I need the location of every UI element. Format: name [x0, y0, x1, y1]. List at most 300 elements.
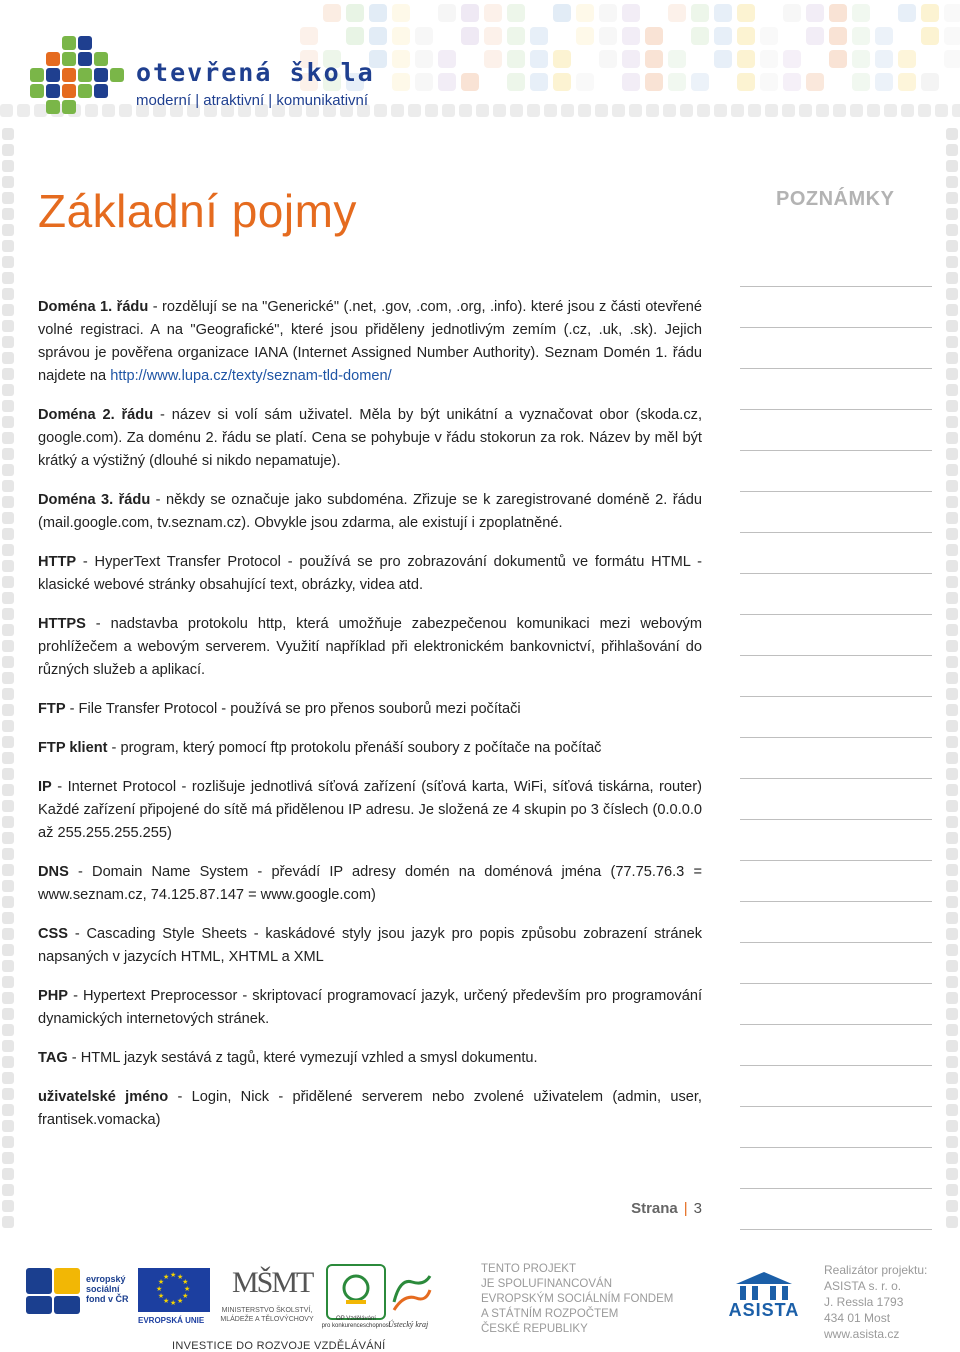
- border-square: [2, 752, 14, 764]
- decoration-square: [576, 4, 594, 22]
- band-square: [867, 104, 880, 117]
- border-square: [946, 560, 958, 572]
- decoration-square: [323, 4, 341, 22]
- border-square: [946, 656, 958, 668]
- border-square: [946, 128, 958, 140]
- notes-line: [740, 287, 932, 328]
- band-square: [612, 104, 625, 117]
- band-square: [799, 104, 812, 117]
- notes-line: [740, 1066, 932, 1107]
- border-square: [946, 1056, 958, 1068]
- border-square: [946, 1088, 958, 1100]
- border-square: [2, 624, 14, 636]
- page-number-value: 3: [693, 1200, 702, 1217]
- notes-line: [740, 738, 932, 779]
- border-square: [946, 1072, 958, 1084]
- border-square: [946, 544, 958, 556]
- glossary-entry: [38, 551, 702, 597]
- notes-line: [740, 656, 932, 697]
- band-square: [578, 104, 591, 117]
- glossary-definition: - Cascading Style Sheets - kaskádové styly jsou jazyk pro popis způsobu zobrazení stránek napsaných v jazycích HTML, XHTML a XML: [38, 926, 702, 965]
- band-square: [595, 104, 608, 117]
- border-square: [2, 608, 14, 620]
- border-square: [2, 704, 14, 716]
- right-border-decoration: [944, 128, 960, 1238]
- sponsor-logos: [26, 1264, 446, 1352]
- border-square: [946, 1120, 958, 1132]
- border-square: [2, 672, 14, 684]
- border-square: [2, 1088, 14, 1100]
- border-square: [2, 816, 14, 828]
- glossary-definition: - název si volí sám uživatel. Měla by být unikátní a vyznačovat obor (skoda.cz, google.com). Za doménu 2. řádu se platí. Cena se pohybuje v řádu stokorun za rok. Název by měl být krátký a výstižný (dlouhé si nikdo nepamatuje).: [38, 407, 702, 469]
- decoration-square: [599, 27, 617, 45]
- decoration-square: [484, 27, 502, 45]
- cofinancing-text: [481, 1262, 673, 1337]
- decoration-square: [898, 73, 916, 91]
- border-square: [946, 688, 958, 700]
- notes-line: [740, 615, 932, 656]
- decoration-square: [852, 73, 870, 91]
- esf-logo: [26, 1268, 134, 1316]
- border-square: [2, 480, 14, 492]
- border-square: [946, 144, 958, 156]
- decoration-square: [507, 73, 525, 91]
- decoration-square: [760, 73, 778, 91]
- border-square: [2, 336, 14, 348]
- border-square: [2, 1040, 14, 1052]
- border-square: [2, 1200, 14, 1212]
- border-square: [2, 208, 14, 220]
- realizator-line: ASISTA s. r. o.: [824, 1279, 902, 1293]
- msmt-logo: [212, 1266, 322, 1324]
- decoration-square: [622, 4, 640, 22]
- logo-square: [62, 100, 76, 114]
- border-square: [946, 304, 958, 316]
- decoration-square: [737, 50, 755, 68]
- decoration-square: [806, 4, 824, 22]
- border-square: [946, 288, 958, 300]
- decoration-square: [760, 50, 778, 68]
- esf-line-3: fond v ČR: [86, 1294, 129, 1304]
- border-square: [946, 400, 958, 412]
- border-square: [2, 432, 14, 444]
- logo-square: [62, 36, 76, 50]
- border-square: [2, 928, 14, 940]
- border-square: [2, 400, 14, 412]
- logo-square: [46, 100, 60, 114]
- logo-square: [30, 84, 44, 98]
- border-square: [2, 864, 14, 876]
- band-square: [952, 104, 960, 117]
- border-square: [2, 352, 14, 364]
- decoration-square: [530, 27, 548, 45]
- logo-square: [62, 84, 76, 98]
- eu-star-icon: ★: [157, 1278, 165, 1286]
- realizator-line: Realizátor projektu:: [824, 1263, 928, 1277]
- border-square: [946, 864, 958, 876]
- notes-title: POZNÁMKY: [776, 188, 895, 210]
- band-square: [816, 104, 829, 117]
- border-square: [2, 1168, 14, 1180]
- glossary-entry: [38, 613, 702, 682]
- notes-line: [740, 984, 932, 1025]
- logo-square: [62, 52, 76, 66]
- notes-line: [740, 574, 932, 615]
- border-square: [946, 480, 958, 492]
- decoration-square: [507, 4, 525, 22]
- decoration-square: [829, 4, 847, 22]
- band-square: [918, 104, 931, 117]
- border-square: [2, 1152, 14, 1164]
- decoration-square: [691, 27, 709, 45]
- cofinancing-line: ČESKÉ REPUBLIKY: [481, 1323, 588, 1335]
- notes-line: [740, 820, 932, 861]
- logo-square: [46, 84, 60, 98]
- glossary-term: Doména 1. řádu: [38, 299, 149, 315]
- border-square: [946, 752, 958, 764]
- border-square: [2, 224, 14, 236]
- band-square: [561, 104, 574, 117]
- glossary-definition: - Hypertext Preprocessor - skriptovací programovací jazyk, určený především pro programování dynamických internetových stránek.: [38, 988, 702, 1027]
- notes-line: [740, 1189, 932, 1230]
- border-square: [946, 1024, 958, 1036]
- notes-line: [740, 1107, 932, 1148]
- decoration-square: [645, 27, 663, 45]
- eu-star-icon: ★: [170, 1271, 177, 1279]
- decoration-square: [645, 73, 663, 91]
- otevrena-skola-logo: [30, 36, 410, 116]
- glossary-term: Doména 2. řádu: [38, 407, 154, 423]
- band-square: [476, 104, 489, 117]
- notes-line: [740, 369, 932, 410]
- realizator-line: 434 01 Most: [824, 1311, 891, 1325]
- decoration-square: [714, 4, 732, 22]
- border-square: [2, 160, 14, 172]
- border-square: [2, 656, 14, 668]
- decoration-square: [622, 27, 640, 45]
- logo-square: [62, 68, 76, 82]
- decoration-square: [622, 50, 640, 68]
- band-square: [442, 104, 455, 117]
- border-square: [946, 192, 958, 204]
- page-number: [600, 1200, 702, 1217]
- glossary-definition: - File Transfer Protocol - používá se pro přenos souborů mezi počítači: [65, 701, 521, 717]
- decoration-square: [691, 4, 709, 22]
- border-square: [946, 592, 958, 604]
- decoration-square: [507, 50, 525, 68]
- decoration-square: [622, 73, 640, 91]
- logo-mark-icon: [30, 36, 126, 116]
- decoration-square: [783, 4, 801, 22]
- border-square: [946, 1216, 958, 1228]
- band-square: [697, 104, 710, 117]
- decoration-square: [668, 50, 686, 68]
- border-square: [946, 1168, 958, 1180]
- border-square: [946, 1152, 958, 1164]
- esf-line-2: sociální: [86, 1284, 120, 1294]
- decoration-square: [760, 27, 778, 45]
- decoration-square: [737, 73, 755, 91]
- decoration-square: [599, 50, 617, 68]
- decoration-square: [438, 50, 456, 68]
- border-square: [2, 1056, 14, 1068]
- border-square: [946, 528, 958, 540]
- logo-name: otevřená škola: [136, 58, 375, 87]
- band-square: [850, 104, 863, 117]
- notes-line: [740, 451, 932, 492]
- border-square: [2, 464, 14, 476]
- eu-star-icon: ★: [184, 1285, 191, 1293]
- band-square: [935, 104, 948, 117]
- border-square: [946, 992, 958, 1004]
- border-square: [2, 736, 14, 748]
- glossary-definition: - Login, Nick - přidělené serverem nebo zvolené uživatelem (admin, user, frantisek.vomacka): [38, 1089, 702, 1128]
- decoration-square: [875, 27, 893, 45]
- border-square: [2, 240, 14, 252]
- eu-star-icon: ★: [177, 1297, 184, 1306]
- decoration-square: [530, 50, 548, 68]
- eu-star-icon: ★: [170, 1299, 177, 1307]
- border-square: [2, 832, 14, 844]
- band-square: [459, 104, 472, 117]
- border-square: [946, 880, 958, 892]
- msmt-line-1: MINISTERSTVO ŠKOLSTVÍ,: [221, 1307, 313, 1314]
- border-square: [946, 1008, 958, 1020]
- decoration-square: [783, 73, 801, 91]
- glossary-definition: - Domain Name System - převádí IP adresy domén na doménová jména (77.75.76.3 = www.seznam.cz, 74.125.87.147 = www.google.com): [38, 864, 702, 903]
- border-square: [2, 880, 14, 892]
- band-square: [510, 104, 523, 117]
- decoration-square: [369, 4, 387, 22]
- border-square: [946, 208, 958, 220]
- border-square: [2, 192, 14, 204]
- border-square: [946, 320, 958, 332]
- border-square: [2, 496, 14, 508]
- realizator-line: J. Ressla 1793: [824, 1295, 904, 1309]
- border-square: [946, 464, 958, 476]
- border-square: [946, 224, 958, 236]
- border-square: [946, 816, 958, 828]
- decoration-square: [944, 50, 960, 68]
- logo-square: [46, 52, 60, 66]
- decoration-square: [461, 27, 479, 45]
- decoration-square: [714, 50, 732, 68]
- border-square: [2, 448, 14, 460]
- border-square: [2, 304, 14, 316]
- band-square: [748, 104, 761, 117]
- eu-star-icon: ★: [157, 1292, 165, 1300]
- glossary-term: FTP klient: [38, 740, 108, 756]
- border-square: [946, 704, 958, 716]
- glossary-definition: - HyperText Transfer Protocol - používá se pro zobrazování dokumentů ve formátu HTML - klasické webové stránky obsahující text, obrázky, videa atd.: [38, 554, 702, 593]
- decoration-square: [829, 50, 847, 68]
- msmt-label: [212, 1306, 322, 1324]
- decoration-square: [852, 50, 870, 68]
- border-square: [2, 576, 14, 588]
- decoration-square: [415, 73, 433, 91]
- decoration-square: [921, 73, 939, 91]
- logo-square: [30, 68, 44, 82]
- border-square: [2, 1184, 14, 1196]
- border-square: [2, 528, 14, 540]
- border-square: [2, 560, 14, 572]
- glossary-entry: [38, 923, 702, 969]
- notes-line: [740, 328, 932, 369]
- decoration-square: [553, 73, 571, 91]
- notes-line: [740, 861, 932, 902]
- glossary-content: [38, 296, 702, 1148]
- border-square: [2, 592, 14, 604]
- decoration-square: [346, 4, 364, 22]
- glossary-term: TAG: [38, 1050, 68, 1066]
- border-square: [946, 1040, 958, 1052]
- border-square: [2, 688, 14, 700]
- glossary-definition: - rozdělují se na "Generické" (.net, .gov, .com, .org, .info). které jsou z části otevřené volné registraci. A na "Geografické", které jsou přiděleny jednotlivým zemím (.cz, .uk, .sk). Jejich správou je pověřena organizace IANA (Internet Assigned Number Authority). Seznam Domén 1. řádu najdete na: [38, 299, 702, 384]
- eu-label: EVROPSKÁ UNIE: [138, 1316, 205, 1325]
- border-square: [946, 960, 958, 972]
- border-square: [2, 544, 14, 556]
- glossary-definition: - Internet Protocol - rozlišuje jednotlivá síťová zařízení (síťová karta, WiFi, síťová tiskárna, router) Každé zařízení připojené do sítě má přidělenou IP adresu. Je složená ze 4 skupin po 3 číslech (0.0.0.0 až 255.255.255.255): [38, 779, 702, 841]
- border-square: [2, 1104, 14, 1116]
- decoration-square: [829, 27, 847, 45]
- decoration-square: [921, 4, 939, 22]
- logo-square: [110, 68, 124, 82]
- glossary-entry: [38, 296, 702, 388]
- logo-tagline: moderní | atraktivní | komunikativní: [136, 92, 369, 109]
- border-square: [946, 736, 958, 748]
- glossary-definition: - HTML jazyk sestává z tagů, které vymezují vzhled a smysl dokumentu.: [67, 1050, 538, 1066]
- border-square: [2, 512, 14, 524]
- eu-flag-icon: [138, 1268, 210, 1312]
- border-square: [2, 800, 14, 812]
- decoration-square: [438, 73, 456, 91]
- border-square: [2, 128, 14, 140]
- eu-star-icon: ★: [163, 1297, 170, 1306]
- logo-square: [94, 68, 108, 82]
- border-square: [2, 384, 14, 396]
- op-label: [316, 1316, 396, 1330]
- border-square: [2, 640, 14, 652]
- border-square: [2, 896, 14, 908]
- ustecky-kraj-label: Ústecký kraj: [388, 1320, 429, 1329]
- border-square: [2, 416, 14, 428]
- asista-building-icon: [724, 1270, 804, 1302]
- band-square: [527, 104, 540, 117]
- page-label: Strana: [631, 1200, 678, 1217]
- band-square: [782, 104, 795, 117]
- decoration-square: [898, 4, 916, 22]
- border-square: [946, 272, 958, 284]
- border-square: [2, 1136, 14, 1148]
- border-square: [2, 784, 14, 796]
- border-square: [2, 848, 14, 860]
- tld-list-link[interactable]: http://www.lupa.cz/texty/seznam-tld-domen/: [110, 368, 392, 384]
- decoration-square: [415, 50, 433, 68]
- glossary-term: DNS: [38, 864, 69, 880]
- band-square: [901, 104, 914, 117]
- decoration-square: [461, 73, 479, 91]
- footer: [0, 1250, 960, 1352]
- border-square: [2, 768, 14, 780]
- border-square: [946, 352, 958, 364]
- border-square: [2, 288, 14, 300]
- glossary-definition: - nadstavba protokolu http, která umožňuje zabezpečenou komunikaci mezi webovým prohlížečem a webovým serverem. Využití například při elektronickém bankovnictví, přihlašování do různých služeb a aplikací.: [38, 616, 702, 678]
- page-separator: |: [683, 1200, 688, 1217]
- eu-star-icon: ★: [156, 1285, 163, 1293]
- border-square: [2, 992, 14, 1004]
- glossary-term: PHP: [38, 988, 69, 1004]
- decoration-square: [645, 50, 663, 68]
- glossary-entry: [38, 737, 702, 760]
- decoration-square: [944, 27, 960, 45]
- esf-text: [86, 1274, 129, 1304]
- glossary-entry: [38, 698, 702, 721]
- logo-square: [78, 84, 92, 98]
- border-square: [2, 944, 14, 956]
- border-square: [946, 448, 958, 460]
- glossary-term: HTTPS: [38, 616, 86, 632]
- logo-square: [78, 52, 92, 66]
- cofinancing-line: EVROPSKÝM SOCIÁLNÍM FONDEM: [481, 1293, 674, 1305]
- decoration-square: [944, 4, 960, 22]
- esf-line-1: evropský: [86, 1274, 126, 1284]
- border-square: [946, 944, 958, 956]
- border-square: [946, 1200, 958, 1212]
- decoration-square: [553, 50, 571, 68]
- border-square: [2, 256, 14, 268]
- realizator-line: www.asista.cz: [824, 1327, 900, 1341]
- decoration-square: [576, 73, 594, 91]
- notes-lines: [740, 246, 932, 1230]
- border-square: [2, 368, 14, 380]
- ustecky-kraj-icon: [390, 1272, 434, 1316]
- band-square: [731, 104, 744, 117]
- notes-line: [740, 1148, 932, 1189]
- investice-label: INVESTICE DO ROZVOJE VZDĚLÁVÁNÍ: [172, 1340, 386, 1352]
- border-square: [946, 240, 958, 252]
- band-square: [680, 104, 693, 117]
- decoration-square: [507, 27, 525, 45]
- border-square: [946, 160, 958, 172]
- decoration-square: [553, 4, 571, 22]
- logo-square: [46, 68, 60, 82]
- decoration-square: [737, 4, 755, 22]
- glossary-entry: [38, 861, 702, 907]
- glossary-entry: [38, 776, 702, 845]
- glossary-term: FTP: [38, 701, 66, 717]
- border-square: [946, 608, 958, 620]
- decoration-square: [484, 4, 502, 22]
- decoration-square: [714, 27, 732, 45]
- band-square: [493, 104, 506, 117]
- border-square: [2, 912, 14, 924]
- border-square: [946, 576, 958, 588]
- border-square: [946, 720, 958, 732]
- asista-wordmark: ASISTA: [728, 1300, 800, 1320]
- decoration-square: [898, 50, 916, 68]
- border-square: [946, 784, 958, 796]
- decoration-square: [852, 4, 870, 22]
- border-square: [2, 320, 14, 332]
- border-square: [946, 800, 958, 812]
- eu-star-icon: ★: [182, 1278, 189, 1286]
- border-square: [2, 1024, 14, 1036]
- notes-line: [740, 943, 932, 984]
- border-square: [946, 416, 958, 428]
- border-square: [946, 1136, 958, 1148]
- page-title: Základní pojmy: [38, 185, 357, 237]
- decoration-square: [691, 73, 709, 91]
